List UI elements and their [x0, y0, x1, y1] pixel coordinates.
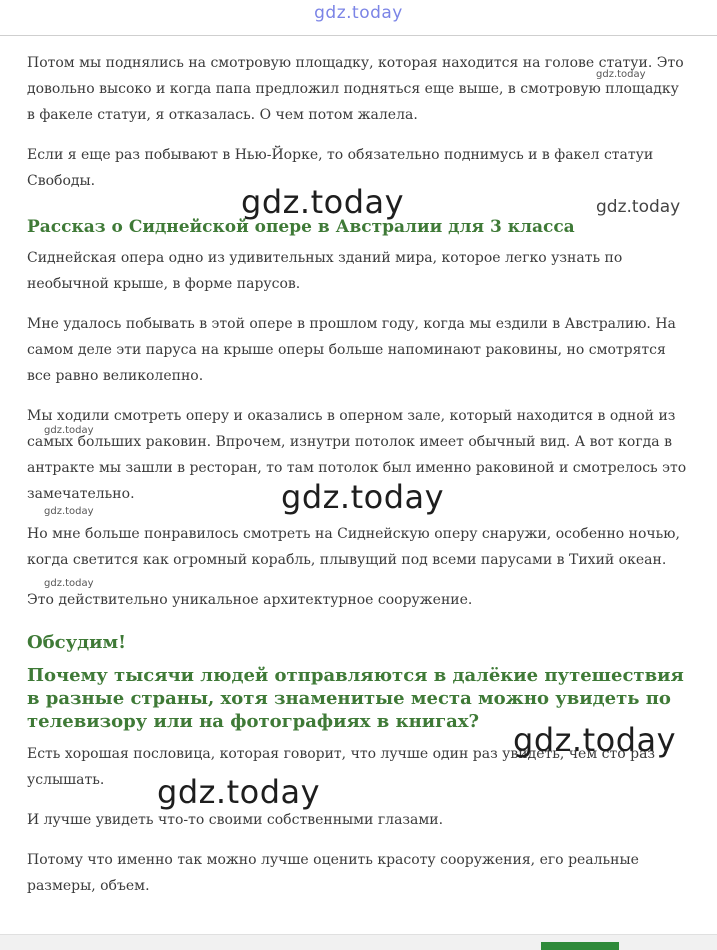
watermark: gdz.today [157, 773, 321, 811]
section-heading-sydney: Рассказ о Сиднейской опере в Австралии для 3 класса [27, 217, 575, 237]
section-heading-discuss: Обсудим! [27, 632, 127, 653]
watermark: gdz.today [241, 183, 405, 221]
article-content [27, 50, 687, 913]
paragraph: Потому что именно так можно лучше оценить красоту сооружения, его реальные размеры, объем. [27, 852, 639, 894]
bottom-bar [0, 934, 717, 950]
watermark: gdz.today [44, 506, 94, 517]
watermark: gdz.today [596, 197, 681, 217]
paragraph: Это действительно уникальное архитектурное сооружение. [27, 592, 473, 608]
site-header [0, 0, 717, 34]
watermark: gdz.today [596, 69, 646, 80]
paragraph: И лучше увидеть что-то своими собственными глазами. [27, 812, 444, 828]
paragraph: Потом мы поднялись на смотровую площадку, которая находится на голове статуи. Это довольно высоко и когда папа предложил подняться еще выше, в смотровую площадку в факеле статуи, я отказалась. О чем потом жалела. [27, 55, 684, 123]
paragraph: Мы ходили смотреть оперу и оказались в оперном зале, который находится в одной из самых больших раковин. Впрочем, изнутри потолок имеет обычный вид. А вот когда в антракте мы зашли в ресторан, то там потолок был именно раковиной и смотрелось это замечательно. [27, 408, 687, 502]
section-heading-question: Почему тысячи людей отправляются в далёкие путешествия в разные страны, хотя знаменитые места можно увидеть по телевизору или на фотографиях в книгах? [27, 665, 684, 732]
paragraph: Сиднейская опера одно из удивительных зданий мира, которое легко узнать по необычной крыше, в форме парусов. [27, 250, 623, 292]
site-logo[interactable]: gdz.today [314, 3, 403, 23]
watermark: gdz.today [44, 578, 94, 589]
header-divider [0, 35, 717, 36]
paragraph: Но мне больше понравилось смотреть на Сиднейскую оперу снаружи, особенно ночью, когда светится как огромный корабль, плывущий под всеми парусами в Тихий океан. [27, 526, 680, 568]
watermark: gdz.today [513, 721, 677, 759]
watermark: gdz.today [281, 478, 445, 516]
paragraph: Если я еще раз побывают в Нью-Йорке, то обязательно поднимусь и в факел статуи Свободы. [27, 147, 654, 189]
watermark: gdz.today [44, 425, 94, 436]
paragraph: Мне удалось побывать в этой опере в прошлом году, когда мы ездили в Австралию. На самом деле эти паруса на крыше оперы больше напоминают раковины, но смотрятся все равно великолепно. [27, 316, 676, 384]
paragraph: Есть хорошая пословица, которая говорит, что лучше один раз увидеть, чем сто раз услышать. [27, 746, 656, 788]
